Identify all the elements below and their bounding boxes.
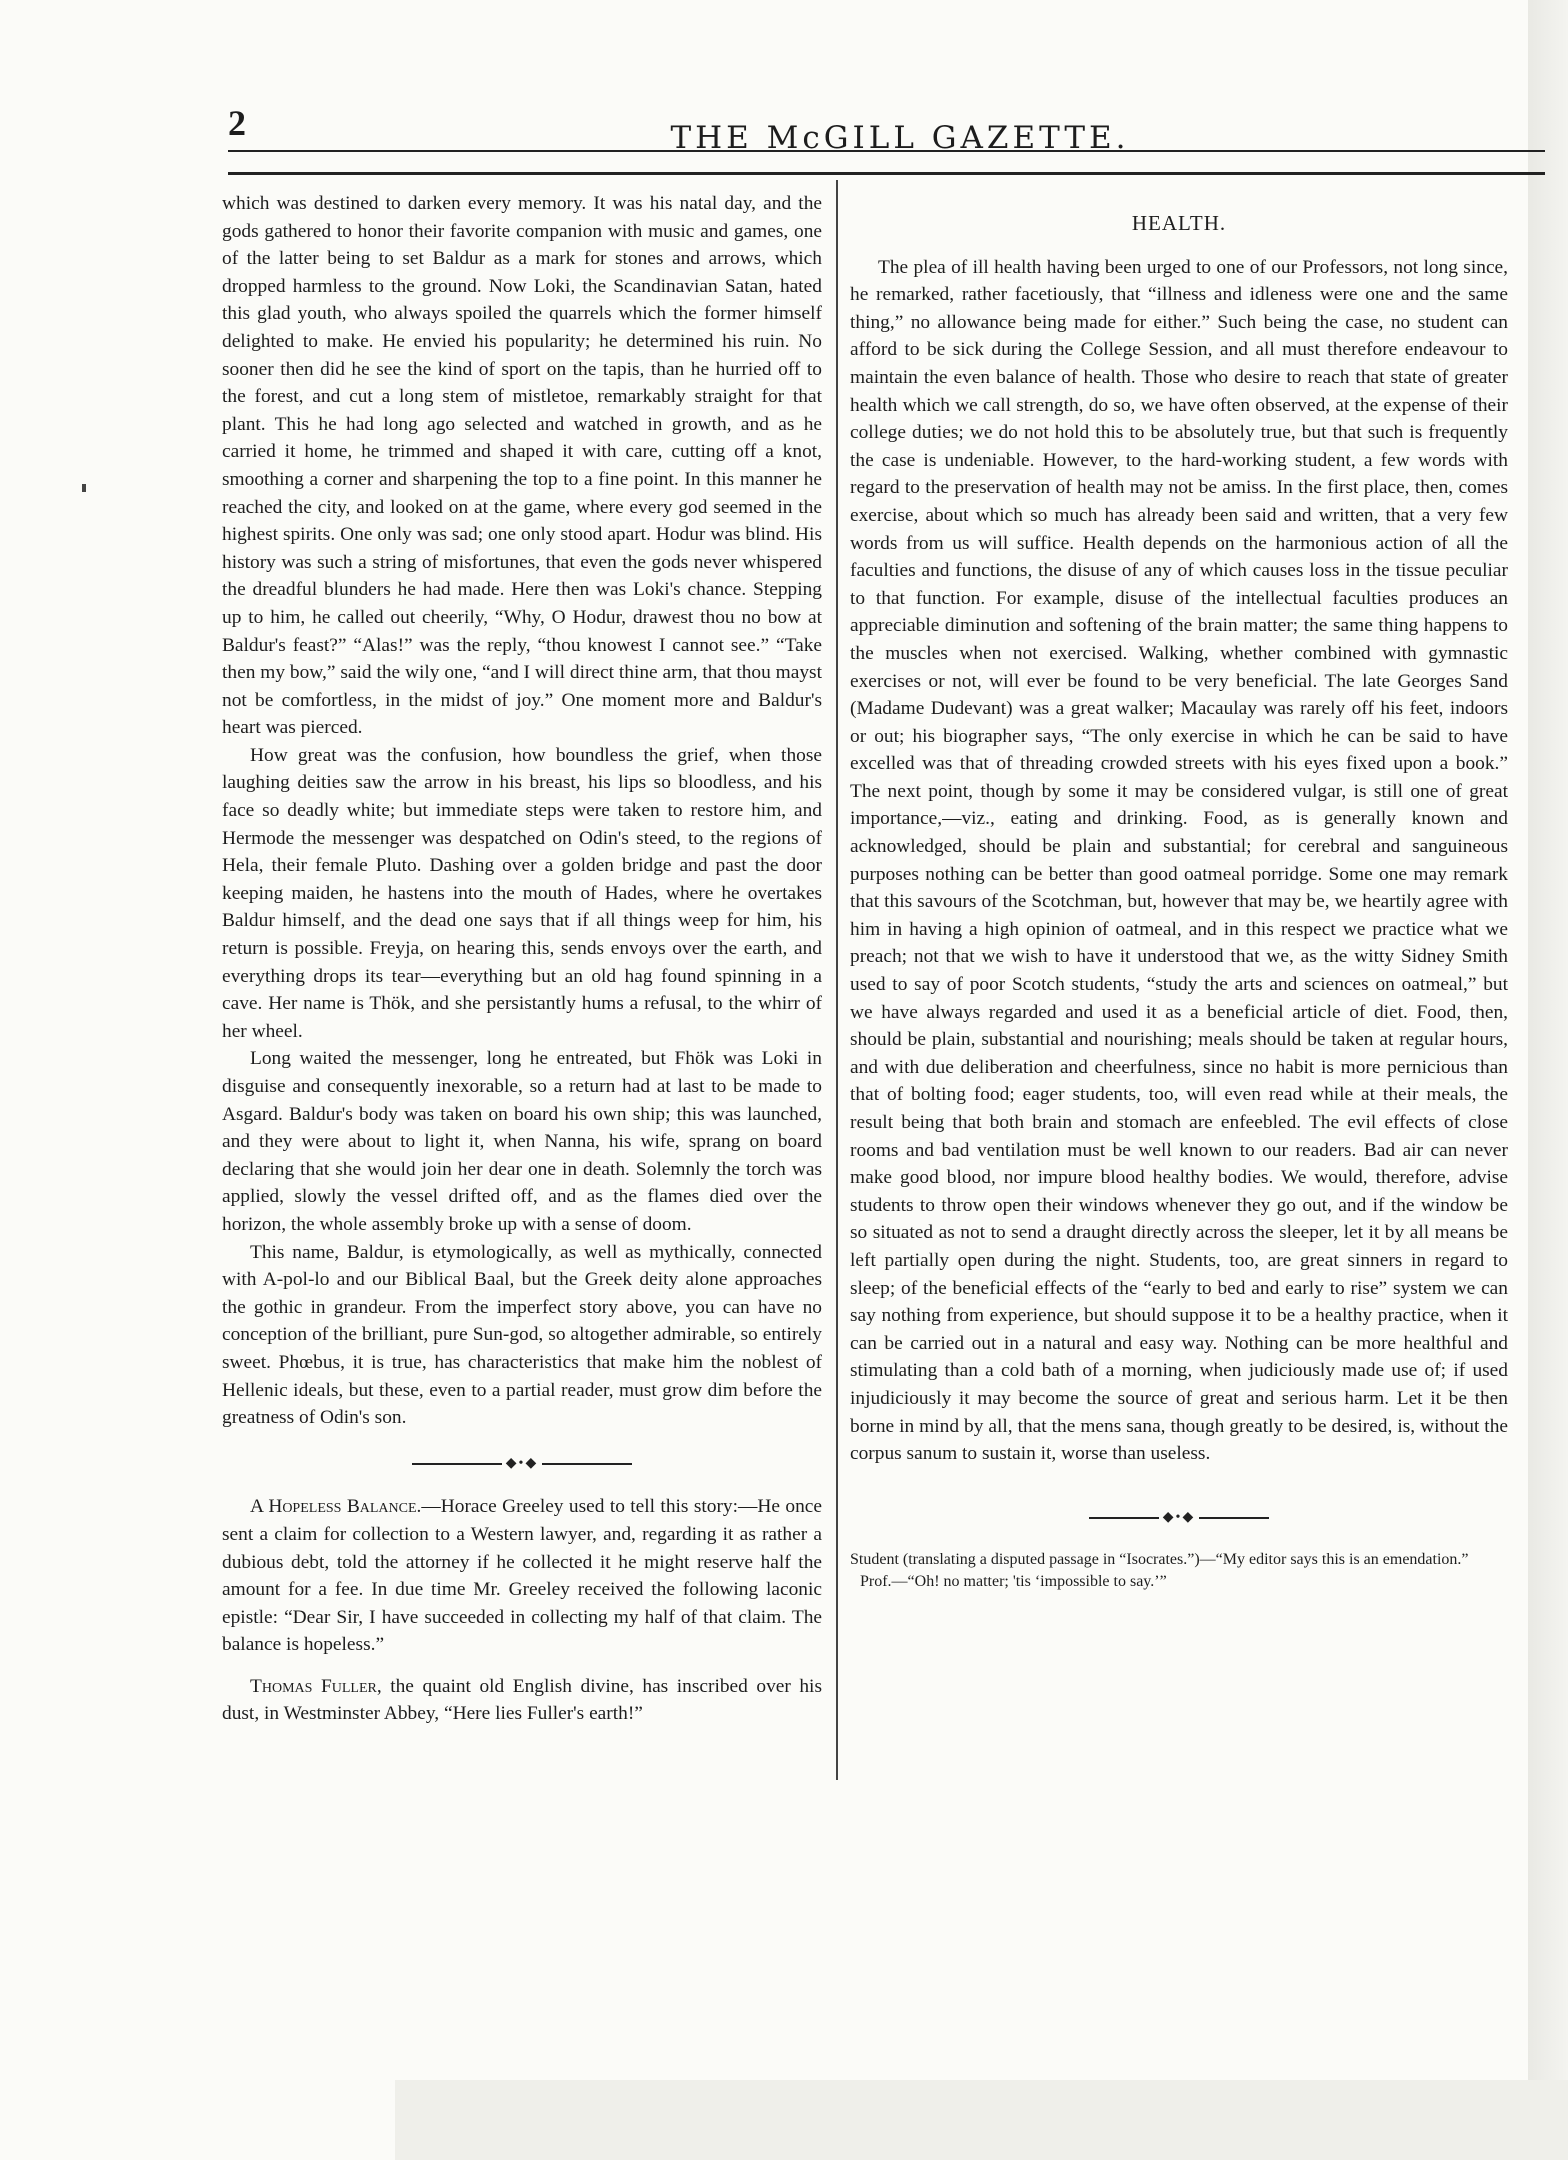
greeley-text: —Horace Greeley used to tell this story:—He once sent a claim for collection to a Western lawyer, and, regarding it as rather a dubious debt, told the attorney if he collected it he might reserve half the amount for a fee. In due time Mr. Greeley received the following laconic epistle: “Dear Sir, I have succeeded in collecting my half of that claim. The balance is hopeless.” [222, 1496, 822, 1656]
scan-mark [82, 484, 86, 492]
footnote-line-1: Student (translating a disputed passage in “Isocrates.”)—“My editor says this is an emendation.” [850, 1551, 1469, 1569]
page-edge-shadow [1528, 0, 1568, 2160]
fuller-text: , the quaint old English divine, has inscribed over his dust, in Westminster Abbey, “Here lies Fuller's earth!” [222, 1675, 822, 1725]
greeley-heading: A Hopeless Balance. [250, 1496, 422, 1518]
fuller-anecdote [222, 1673, 822, 1728]
baldur-paragraph-4: This name, Baldur, is etymologically, as well as mythically, connected with A-pol-lo and our Biblical Baal, but the Greek deity alone approaches the gothic in grandeur. From the imperfect story above, you can have no conception of the brilliant, pure Sun-god, so altogether admirable, so entirely sweet. Phœbus, it is true, has characteristics that make him the noblest of Hellenic ideals, but these, even to a partial reader, must grow dim before the greatness of Odin's son. [222, 1241, 822, 1429]
left-column [222, 190, 822, 1728]
scan-bottom-strip [395, 2080, 1568, 2160]
footnote-line-2: Prof.—“Oh! no matter; 'tis ‘impossible to say.’” [860, 1573, 1167, 1591]
baldur-paragraph-1: which was destined to darken every memory. It was his natal day, and the gods gathered to honor their favorite companion with music and games, one of the latter being to set Baldur as a mark for stones and arrows, which dropped harmless to the ground. Now Loki, the Scandinavian Satan, hated this glad youth, who always spoiled the quarrels which the former himself delighted to make. He envied his popularity; he determined his ruin. No sooner then did he see the kind of sport on the tapis, than he hurried off to the forest, and cut a long stem of mistletoe, remarkably straight for that plant. This he had long ago selected and watched in growth, and as he carried it home, he trimmed and shaped it with care, cutting off a knot, smoothing a corner and sharpening the top to a fine point. In this manner he reached the city, and looked on at the game, where every god seemed in the highest spirits. One only was sad; one only stood apart. Hodur was blind. His history was such a string of misfortunes, that even the gods never whispered the dreadful blunders he had made. Here then was Loki's chance. Stepping up to him, he called out cheerily, “Why, O Hodur, drawest thou no bow at Baldur's feast?” “Alas!” was the reply, “thou knowest I cannot see.” “Take then my bow,” said the wily one, “and I will direct thine arm, that thou mayst not be comfortless, in the midst of joy.” One moment more and Baldur's heart was pierced. [222, 193, 822, 739]
baldur-paragraph-3: Long waited the messenger, long he entreated, but Fhök was Loki in disguise and consequently inexorable, so a return had at last to be made to Asgard. Baldur's body was taken on board his own ship; this was launched, and they were about to light it, when Nanna, his wife, sprang on board declaring that she would join her dear one in death. Solemnly the torch was applied, slowly the vessel drifted off, and as the flames died over the horizon, the whole assembly broke up with a sense of doom. [222, 1048, 822, 1235]
footnote [850, 1549, 1508, 1593]
page-number: 2 [228, 103, 246, 143]
masthead-title: THE McGILL GAZETTE. [670, 120, 1130, 156]
baldur-paragraph-2: How great was the confusion, how boundless the grief, when those laughing deities saw the arrow in his breast, his lips so bloodless, and his face so deadly white; but immediate steps were taken to restore him, and Hermode the messenger was despatched on Odin's steed, to the regions of Hela, their female Pluto. Dashing over a golden bridge and past the door keeping maiden, he hastens into the mouth of Hades, where he overtakes Baldur himself, and the dead one says that if all things weep for him, his return is possible. Freyja, on hearing this, sends envoys over the earth, and everything drops its tear—everything but an old hag found spinning in a cave. Her name is Thök, and she persistantly hums a refusal, to the whirr of her wheel. [222, 744, 822, 1042]
header-rule-thick [228, 172, 1545, 175]
footnote-ornament: ◆•◆ [1079, 1504, 1279, 1532]
health-paragraph: The plea of ill health having been urged to one of our Professors, not long since, he remarked, rather facetiously, that “illness and idleness were one and the same thing,” no allowance being made for either.” Such being the case, no student can afford to be sick during the College Session, and all must therefore endeavour to maintain the even balance of health. Those who desire to reach that state of greater health which we call strength, do so, we have often observed, at the expense of their college duties; we do not hold this to be absolutely true, but that such is frequently the case is undeniable. However, to the hard-working student, a few words with regard to the preservation of health may not be amiss. In the first place, then, comes exercise, about which so much has already been said and written, that a very few words from us will suffice. Health depends on the harmonious action of all the faculties and functions, the disuse of any of which causes loss in the tissue peculiar to that function. For example, disuse of the intellectual faculties produces an appreciable diminution and softening of the brain matter; the same thing happens to the muscles when not exercised. Walking, whether combined with gymnastic exercises or not, will ever be found to be very beneficial. The late Georges Sand (Madame Dudevant) was a great walker; Macaulay was rarely off his feet, indoors or out; his biographer says, “The only exercise in which he can be said to have excelled was that of threading crowded streets with his eyes fixed upon a book.” The next point, though by some it may be considered vulgar, is still one of great importance,—viz., eating and drinking. Food, as is generally known and acknowledged, should be plain and substantial; for cerebral and sanguineous purposes nothing can be better than good oatmeal porridge. Some one may remark that this savours of the Scotchman, but, however that may be, we heartily agree with him in having a high opinion of oatmeal, and in this respect we practice what we preach; not that we wish to have it understood that we, as the witty Sidney Smith used to say of poor Scotch students, “study the arts and sciences on oatmeal,” but we have always regarded and used it as a beneficial article of diet. Food, then, should be plain, substantial and nourishing; meals should be taken at regular hours, and with due deliberation and cheerfulness, since no habit is more pernicious than that of bolting food; eager students, too, will even read while at their meals, the result being that both brain and stomach are enfeebled. The evil effects of close rooms and bad ventilation must be well known to our readers. Bad air can never make good blood, nor impure blood healthy bodies. We would, therefore, advise students to throw open their windows whenever they go out, and if the window be so situated as not to send a draught directly across the sleeper, let it by all means be left partially open during the night. Students, too, are great sinners in regard to sleep; of the beneficial effects of the “early to bed and early to rise” system we can say nothing from experience, but should suppose it to be a healthy practice, when it can be carried out in a natural and easy way. Nothing can be more healthful and stimulating than a cold bath of a morning, when judiciously made use of; if used injudiciously it may become the source of great and serious harm. Let it be then borne in mind by all, that the mens sana, though greatly to be desired, is, without the corpus sanum to sustain it, worse than useless. [850, 256, 1508, 1465]
right-column [850, 210, 1508, 1593]
health-heading: HEALTH. [1131, 211, 1227, 235]
greeley-anecdote [222, 1493, 822, 1659]
section-ornament: ◆•◆ [222, 1450, 822, 1478]
fuller-name: Thomas Fuller [250, 1675, 377, 1697]
column-divider [836, 180, 838, 1780]
header-rule [228, 150, 1545, 152]
